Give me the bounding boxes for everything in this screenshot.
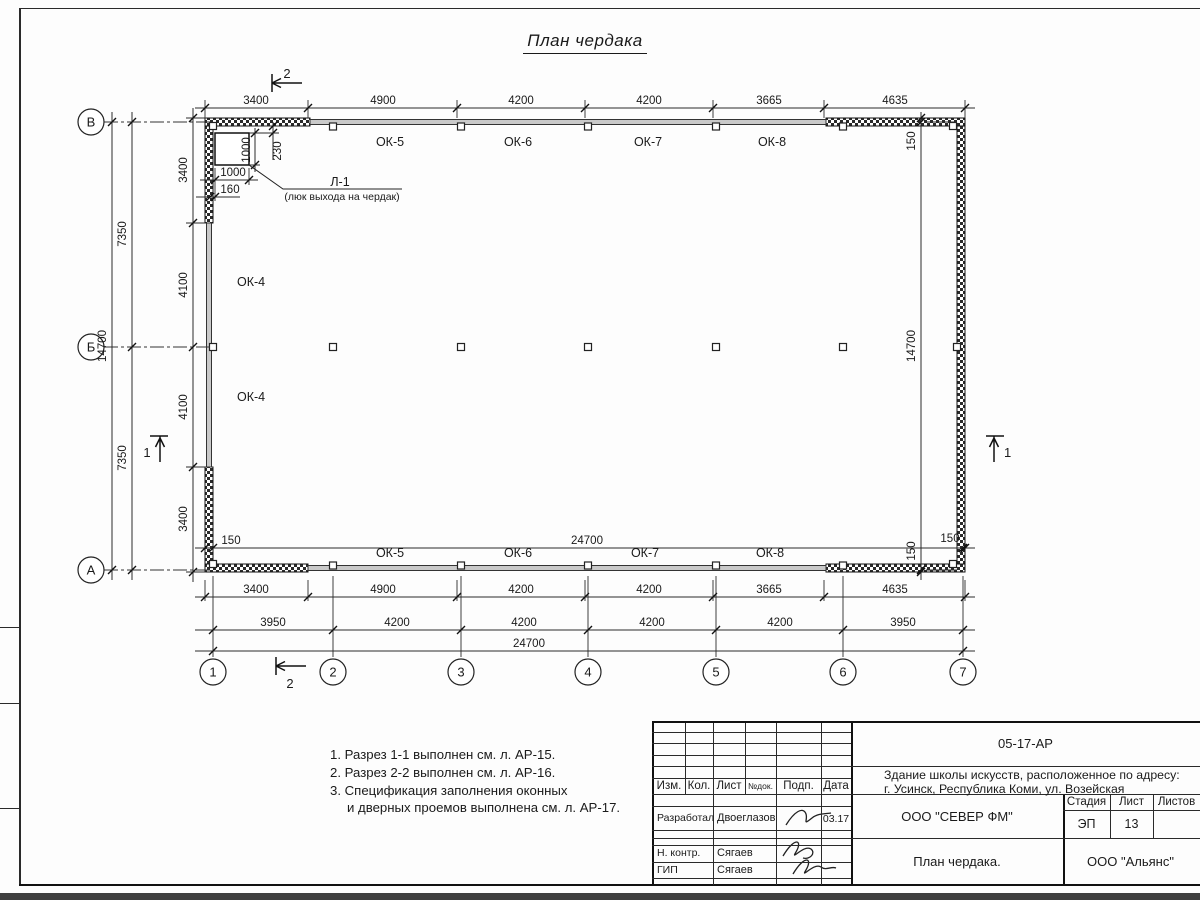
axis-col-label: 6 — [839, 664, 847, 680]
dim-text: 4100 — [178, 272, 190, 298]
tb-organization: ООО "СЕВЕР ФМ" — [901, 808, 1013, 824]
tb-col-header: Дата — [823, 780, 849, 792]
dim-text: 3400 — [243, 584, 269, 596]
axis-col-label: 1 — [209, 664, 217, 680]
tb-stage-label: Стадия — [1066, 796, 1107, 808]
axis-col-label: 7 — [959, 664, 967, 680]
dim-text: 3950 — [890, 617, 916, 629]
titleblock-line — [652, 721, 654, 885]
tb-project-address-1: Здание школы искусств, расположенное по адресу: — [884, 768, 1180, 782]
window-bands — [207, 120, 827, 571]
window-label: ОК-8 — [755, 546, 785, 560]
section-2-label-bottom: 2 — [286, 676, 294, 691]
dim-text: 4900 — [370, 95, 396, 107]
titleblock-line — [652, 732, 851, 733]
tb-col-header: Изм. — [656, 780, 682, 792]
tb-col-header: Подп. — [783, 780, 814, 792]
dim-text: 150 — [906, 541, 918, 561]
dim-text: 3665 — [756, 95, 782, 107]
axis-col-label: 2 — [329, 664, 337, 680]
dim-text: 1000 — [241, 137, 253, 163]
titleblock-line — [713, 721, 714, 885]
axis-col-label: 4 — [584, 664, 592, 680]
note-line: и дверных проемов выполнена см. л. АР-17. — [347, 800, 621, 815]
dim-text: 150 — [940, 533, 960, 545]
tb-staff-name: Сягаев — [717, 864, 753, 876]
titleblock-line — [652, 862, 851, 863]
section-1-label-left: 1 — [143, 445, 151, 460]
extension-lines — [186, 100, 965, 657]
dim-text: 3400 — [243, 95, 269, 107]
dim-text: 4200 — [508, 584, 534, 596]
dim-text: 4635 — [882, 584, 908, 596]
tb-project-address-2: г. Усинск, Республика Коми, ул. Возейская — [884, 782, 1125, 796]
titleblock-line — [652, 743, 851, 744]
dim-text: 4200 — [384, 617, 410, 629]
dim-text: 24700 — [513, 638, 545, 650]
dim-text: 4200 — [511, 617, 537, 629]
dim-text: 4635 — [882, 95, 908, 107]
dim-text: 4200 — [636, 584, 662, 596]
window-label: ОК-6 — [503, 135, 533, 149]
dim-text: 14700 — [906, 330, 918, 362]
dim-text: 14700 — [97, 330, 109, 362]
titleblock-line — [821, 721, 822, 885]
dim-text: 150 — [906, 131, 918, 151]
titleblock-line — [776, 721, 777, 885]
titleblock-line — [652, 755, 851, 756]
tb-stage-value: ЭП — [1077, 817, 1096, 831]
hatch-leader-line — [249, 165, 402, 189]
section-1-label-right: 1 — [1004, 445, 1012, 460]
tb-sheet-label: Лист — [1119, 796, 1144, 808]
titleblock-line — [652, 878, 851, 879]
note-line: 3. Спецификация заполнения оконных — [330, 783, 568, 798]
axis-row-label: Б — [86, 339, 96, 355]
window-label: ОК-4 — [237, 275, 266, 289]
dim-text: 24700 — [571, 535, 603, 547]
window-label: ОК-7 — [630, 546, 660, 560]
dim-text: 4200 — [639, 617, 665, 629]
axis-row-label: А — [86, 562, 96, 578]
titleblock-line — [652, 766, 1200, 767]
axis-row-label: В — [86, 114, 96, 130]
titleblock-line — [652, 806, 851, 807]
dim-text: 7350 — [117, 221, 129, 247]
dim-text: 160 — [220, 184, 240, 196]
window-label: ОК-4 — [237, 390, 266, 404]
dim-text: 4200 — [508, 95, 534, 107]
axis-col-label: 5 — [712, 664, 720, 680]
dim-text: 3400 — [178, 157, 190, 183]
dim-text: 150 — [221, 535, 241, 547]
titleblock-line — [652, 845, 851, 846]
dim-text: 1000 — [220, 167, 246, 179]
dim-text: 3665 — [756, 584, 782, 596]
dim-text: 4200 — [636, 95, 662, 107]
window-label: ОК-8 — [757, 135, 787, 149]
tb-doc-title: План чердака. — [913, 854, 1001, 869]
dim-text: 4200 — [767, 617, 793, 629]
hatch-label: Л-1 — [330, 175, 350, 189]
tb-staff-date: 03.17 — [822, 813, 850, 825]
window-label: ОК-7 — [633, 135, 663, 149]
window-label: ОК-5 — [375, 135, 405, 149]
dim-text: 4100 — [178, 394, 190, 420]
window-label: ОК-6 — [503, 546, 533, 560]
note-line: 1. Разрез 1-1 выполнен см. л. АР-15. — [330, 747, 556, 762]
dim-text: 3950 — [260, 617, 286, 629]
dim-text: 230 — [272, 141, 284, 161]
section-2-label-top: 2 — [283, 66, 291, 81]
axis-lines — [104, 122, 213, 570]
titleblock-line — [652, 830, 851, 831]
tb-col-header: Лист — [716, 780, 742, 792]
hatch-description: (люк выхода на чердак) — [284, 191, 400, 203]
dim-text: 4900 — [370, 584, 396, 596]
dim-text: 7350 — [117, 445, 129, 471]
tb-col-header: Кол. — [687, 780, 711, 792]
axis-col-label: 3 — [457, 664, 465, 680]
dim-text: 3400 — [178, 506, 190, 532]
tb-staff-name: Двоеглазов — [717, 812, 776, 824]
window-label: ОК-5 — [375, 546, 405, 560]
tb-staff-role: Н. контр. — [657, 847, 701, 859]
section-marks — [150, 74, 1004, 675]
tb-document-code: 05-17-АР — [998, 736, 1053, 751]
tb-col-header: №док. — [748, 781, 773, 791]
tb-sheets-label: Листов — [1157, 796, 1196, 808]
tb-organization-2: ООО "Альянс" — [1087, 854, 1174, 869]
page-title: План чердака — [470, 31, 700, 54]
tb-sheet-value: 13 — [1124, 817, 1139, 831]
note-line: 2. Разрез 2-2 выполнен см. л. АР-16. — [330, 765, 556, 780]
tb-staff-role: Разработал — [657, 812, 715, 824]
tb-staff-role: ГИП — [657, 864, 678, 876]
tb-staff-name: Сягаев — [717, 847, 753, 859]
